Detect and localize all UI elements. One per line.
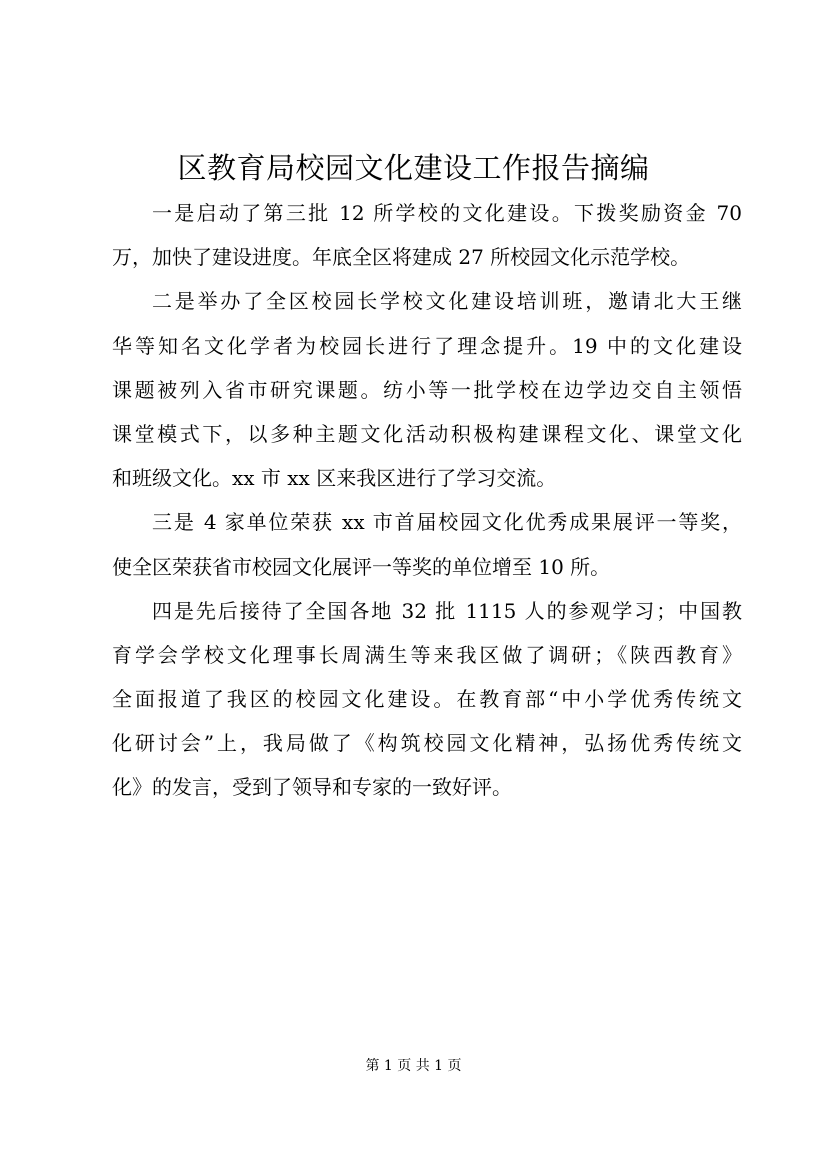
paragraph-line: 化研讨会”上，我局做了《构筑校园文化精神，弘扬优秀传统文 bbox=[112, 731, 742, 756]
paragraph-line: 育学会学校文化理事长周满生等来我区做了调研；《陕西教育》 bbox=[112, 642, 742, 667]
paragraph-line: 课题被列入省市研究课题。纺小等一批学校在边学边交自主领悟 bbox=[112, 377, 742, 402]
paragraph-line: 华等知名文化学者为校园长进行了理念提升。19 中的文化建设 bbox=[112, 333, 742, 358]
paragraph-line: 二是举办了全区校园长学校文化建设培训班，邀请北大王继 bbox=[152, 289, 742, 314]
paragraph-line: 和班级文化。xx 市 xx 区来我区进行了学习交流。 bbox=[112, 466, 557, 491]
paragraph-line: 万，加快了建设进度。年底全区将建成 27 所校园文化示范学校。 bbox=[112, 245, 691, 270]
paragraph-line: 化》的发言，受到了领导和专家的一致好评。 bbox=[112, 775, 512, 800]
paragraph-line: 四是先后接待了全国各地 32 批 1115 人的参观学习；中国教 bbox=[152, 598, 742, 623]
paragraph-line: 课堂模式下，以多种主题文化活动积极构建课程文化、课堂文化 bbox=[112, 421, 742, 446]
paragraph-line: 使全区荣获省市校园文化展评一等奖的单位增至 10 所。 bbox=[112, 554, 611, 579]
document-body bbox=[112, 191, 742, 810]
page-number-footer: 第 1 页 共 1 页 bbox=[365, 1058, 462, 1074]
paragraph-line: 一是启动了第三批 12 所学校的文化建设。下拨奖励资金 70 bbox=[152, 201, 742, 225]
paragraph-1 bbox=[112, 191, 742, 279]
document-title: 区教育局校园文化建设工作报告摘编 bbox=[177, 151, 650, 185]
paragraph-3 bbox=[112, 500, 742, 588]
paragraph-line: 全面报道了我区的校园文化建设。在教育部“中小学优秀传统文 bbox=[112, 687, 742, 712]
paragraph-2 bbox=[112, 279, 742, 500]
paragraph-line: 三是 4 家单位荣获 xx 市首届校园文化优秀成果展评一等奖， bbox=[152, 510, 742, 535]
paragraph-4 bbox=[112, 589, 742, 810]
